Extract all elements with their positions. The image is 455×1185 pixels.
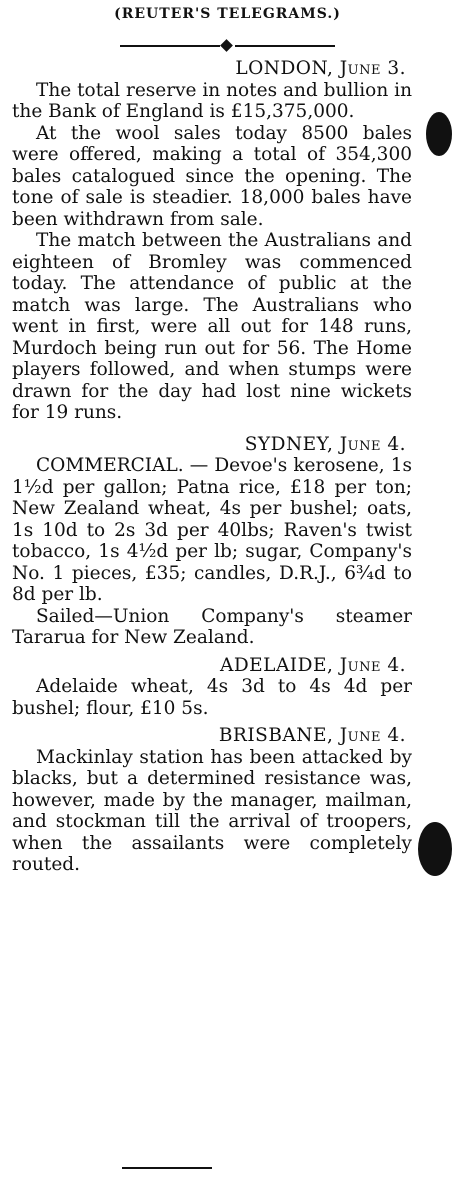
ink-blot bbox=[418, 822, 452, 876]
dateline-brisbane: BRISBANE, June 4. bbox=[218, 725, 406, 746]
rule-line-left bbox=[120, 45, 220, 47]
section-adelaide bbox=[12, 655, 412, 720]
paragraph-cricket-match: The match between the Australians and eighteen of Bromley was commenced today. The attendance of public at the match was large. The Australians who went in first, were all out for 148 runs, Murdoch being run out for 56. The Home players followed, and when stumps were drawn for the day had lost nine wickets for 19 runs. bbox=[12, 230, 412, 423]
section-sydney bbox=[12, 434, 412, 649]
section-london bbox=[12, 58, 412, 424]
closing-rule bbox=[122, 1167, 212, 1169]
paragraph-bank-reserve: The total reserve in notes and bullion in the Bank of England is £15,375,000. bbox=[12, 79, 412, 122]
ink-blot bbox=[426, 112, 452, 156]
diamond-ornament-icon bbox=[220, 39, 233, 52]
section-brisbane bbox=[12, 725, 412, 876]
dateline-london: LONDON, June 3. bbox=[235, 58, 406, 79]
column-heading: (REUTER'S TELEGRAMS.) bbox=[114, 6, 341, 22]
ornamental-rule bbox=[120, 38, 335, 54]
dateline-sydney: SYDNEY, June 4. bbox=[244, 433, 406, 455]
paragraph-wool-sales: At the wool sales today 8500 bales were offered, making a total of 354,300 bales catalogued since the opening. The tone of sale is steadier. 18,000 bales have been withdrawn from sale. bbox=[12, 122, 412, 230]
paragraph-sailed: Sailed—Union Company's steamer Tararua for New Zealand. bbox=[12, 605, 412, 648]
paragraph-mackinlay-station: Mackinlay station has been attacked by blacks, but a determined resistance was, however, made by the manager, mailman, and stockman till the arrival of troopers, when the assailants were completely routed. bbox=[12, 746, 412, 875]
paragraph-commercial: COMMERCIAL. — Devoe's kerosene, 1s 1½d per gallon; Patna rice, £18 per ton; New Zealand wheat, 4s per bushel; oats, 1s 10d to 2s 3d per 40lbs; Raven's twist tobacco, 1s 4½d per lb; sugar, Company's No. 1 pieces, £35; candles, D.R.J., 6¾d to 8d per lb. bbox=[12, 455, 412, 605]
dateline-adelaide: ADELAIDE, June 4. bbox=[219, 654, 406, 676]
article-body bbox=[12, 58, 412, 876]
paragraph-adelaide-wheat: Adelaide wheat, 4s 3d to 4s 4d per bushel; flour, £10 5s. bbox=[12, 676, 412, 719]
rule-line-right bbox=[235, 45, 335, 47]
